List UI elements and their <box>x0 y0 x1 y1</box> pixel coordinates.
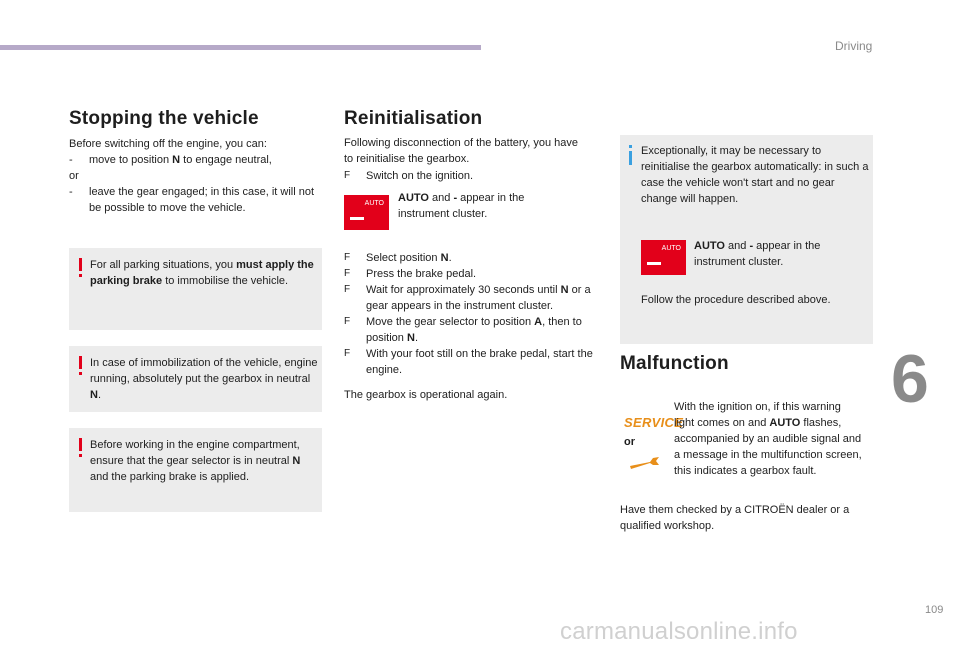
page-number: 109 <box>925 604 944 616</box>
chapter-number: 6 <box>891 341 929 417</box>
reinit-intro: Following disconnection of the battery, you have to reinitialise the gearbox. <box>344 137 578 165</box>
auto-icon-dash <box>350 217 364 220</box>
step-marker: F <box>344 268 351 279</box>
running-title: Driving <box>835 39 873 53</box>
stopping-option-2 <box>69 184 324 216</box>
stopping-option-1-end: to engage neutral, <box>180 154 272 166</box>
warning-engine-text <box>90 437 310 485</box>
step-select-bold: N <box>440 252 449 264</box>
reinit-auto-and: and <box>428 192 454 204</box>
info-text: Exceptionally, it may be necessary to reinitialise the gearbox automatically: in such a case the vehicle won't start and no gear change will happen. <box>641 145 869 205</box>
info-auto-bold: AUTO <box>694 240 725 252</box>
warning-parking-text <box>90 257 318 289</box>
warning-immobilization-bold: N <box>90 389 98 401</box>
dash-marker: - <box>69 154 73 166</box>
warning-box-engine-compartment <box>69 428 322 512</box>
step-select-post: . <box>448 252 452 264</box>
dash-marker: - <box>69 186 73 198</box>
step-move-post: . <box>414 332 418 344</box>
step-marker: F <box>344 252 351 263</box>
warning-box-parking <box>69 248 322 330</box>
step-move-bold-a: A <box>534 316 543 328</box>
watermark-text: carmanualsonline.info <box>560 618 798 645</box>
info-auto-post: appear in the instrument cluster. <box>694 240 821 268</box>
stopping-or: or <box>69 170 79 182</box>
info-box-auto-reinit <box>620 135 873 344</box>
reinit-steps <box>344 250 602 378</box>
reinit-step-move <box>344 314 602 346</box>
reinit-step-select <box>344 250 602 266</box>
auto-icon-dash <box>647 262 661 265</box>
reinit-step-ignition-text: Switch on the ignition. <box>366 170 474 182</box>
reinit-auto-bold: AUTO <box>398 192 429 204</box>
step-brake-text: Press the brake pedal. <box>366 268 477 280</box>
warning-immobilization-pre: In case of immobilization of the vehicle, engine running, absolutely put the gearbox in neutral <box>90 357 318 385</box>
warning-immobilization-text <box>90 355 320 403</box>
step-wait-bold: N <box>560 284 569 296</box>
malfunction-text-pre: With the ignition on, if this warning light comes on and <box>674 401 841 429</box>
header-accent-bar <box>0 45 481 50</box>
step-marker: F <box>344 170 351 181</box>
info-follow: Follow the procedure described above. <box>641 294 831 306</box>
info-auto-and: and <box>724 240 750 252</box>
warning-engine-bold: N <box>292 455 301 467</box>
step-marker: F <box>344 348 351 359</box>
warning-engine-pre: Before working in the engine compartment, ensure that the gear selector is in neutral <box>90 439 300 467</box>
reinit-auto-text <box>398 190 568 222</box>
step-select-pre: Select position <box>366 252 441 264</box>
reinit-auto-dash: - <box>453 192 458 204</box>
step-move-pre: Move the gear selector to position <box>366 316 535 328</box>
info-auto-text <box>694 238 864 270</box>
stopping-title: Stopping the vehicle <box>69 108 259 129</box>
step-marker: F <box>344 284 351 295</box>
malfunction-text-bold: AUTO <box>769 417 801 429</box>
auto-gearbox-icon <box>344 195 389 230</box>
warning-parking-post: to immobilise the vehicle. <box>162 275 289 287</box>
step-move-bold-n: N <box>406 332 415 344</box>
warning-box-immobilization <box>69 346 322 412</box>
warning-parking-bold: must apply the parking brake <box>90 259 314 287</box>
warning-engine-post: and the parking brake is applied. <box>90 471 249 483</box>
auto-gearbox-icon <box>641 240 686 275</box>
stopping-option-1-bold: N <box>172 154 181 166</box>
malfunction-title: Malfunction <box>620 353 729 374</box>
reinit-step-ignition <box>344 168 616 184</box>
wrench-icon <box>628 452 662 472</box>
step-wait-pre: Wait for approximately 30 seconds until <box>366 284 561 296</box>
auto-icon-label: AUTO <box>661 245 681 252</box>
reinit-step-start <box>344 346 602 378</box>
service-icon: SERVICE <box>624 415 684 430</box>
info-auto-dash: - <box>749 240 754 252</box>
stopping-option-1 <box>69 152 324 168</box>
step-marker: F <box>344 316 351 327</box>
malfunction-text-post: flashes, accompanied by an audible signal and a message in the multifunction screen, this indicates a gearbox fault. <box>674 417 862 477</box>
malfunction-advice: Have them checked by a CITROËN dealer or a qualified workshop. <box>620 504 850 532</box>
reinit-step-wait <box>344 282 602 314</box>
stopping-section <box>69 136 324 216</box>
malfunction-text <box>674 399 864 479</box>
stopping-option-1-text: move to position <box>89 154 173 166</box>
malfunction-or: or <box>624 436 635 448</box>
step-move-mid: , then to position <box>366 316 582 344</box>
auto-icon-label: AUTO <box>364 200 384 207</box>
reinit-auto-post: appear in the instrument cluster. <box>398 192 525 220</box>
warning-parking-pre: For all parking situations, you <box>90 259 237 271</box>
warning-immobilization-post: . <box>97 389 102 401</box>
stopping-intro: Before switching off the engine, you can: <box>69 138 267 150</box>
reinit-title: Reinitialisation <box>344 108 483 129</box>
stopping-option-2-text: leave the gear engaged; in this case, it will not be possible to move the vehicle. <box>89 186 315 214</box>
step-start-text: With your foot still on the brake pedal, start the engine. <box>366 348 593 376</box>
step-wait-post: or a gear appears in the instrument cluster. <box>366 284 591 312</box>
reinit-step-brake <box>344 266 602 282</box>
reinit-outro: The gearbox is operational again. <box>344 389 508 401</box>
